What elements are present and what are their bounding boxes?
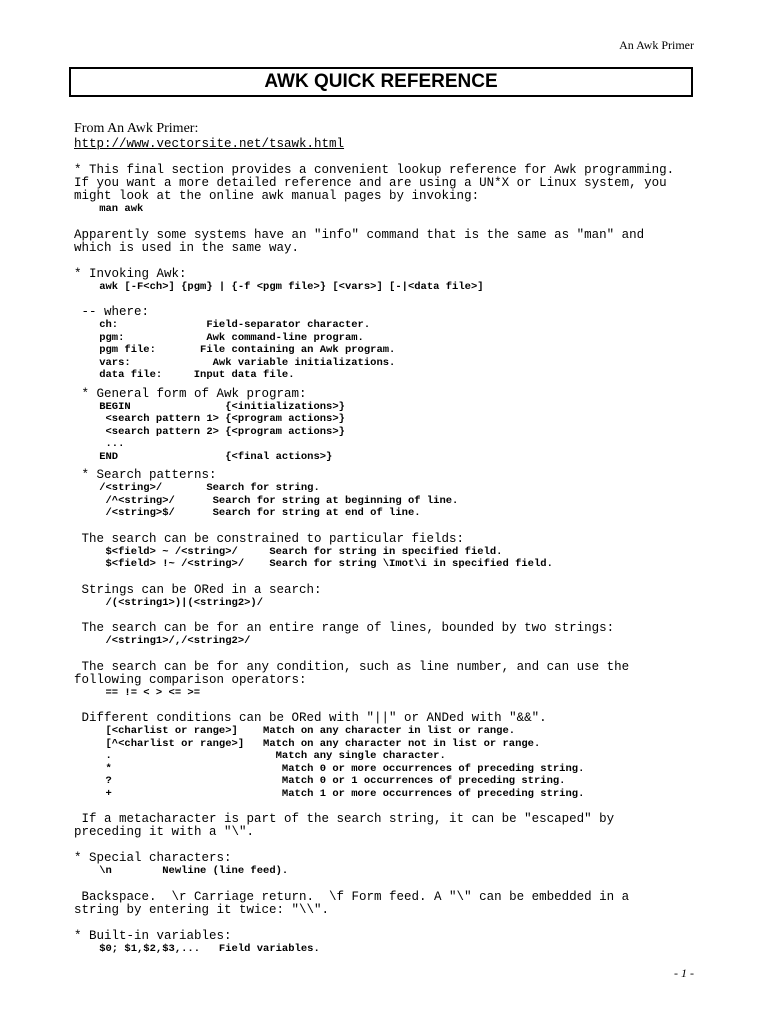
- different-paragraph: Different conditions can be ORed with "||" or ANDed with "&&".: [74, 711, 547, 725]
- special-heading: * Special characters:: [74, 851, 232, 865]
- ored-code: /(<string1>)|(<string2>)/: [74, 596, 264, 609]
- info-note-paragraph: Apparently some systems have an "info" command that is the same as "man" and which is used in the same way.: [74, 227, 645, 255]
- page-number: - 1 -: [674, 966, 694, 980]
- special-code: \n Newline (line feed).: [74, 865, 289, 877]
- intro-paragraph: * This final section provides a convenient lookup reference for Awk programming. If you want a more detailed reference and are using a UN*X or Linux system, you might look at the online awk manual pages by invoking:: [74, 163, 675, 203]
- invoking-code: awk [-F<ch>] {pgm} | {-f <pgm file>} [<vars>] [-|<data file>]: [74, 280, 484, 293]
- spacer: [74, 648, 704, 661]
- page-title: AWK QUICK REFERENCE: [69, 67, 693, 97]
- metachar-paragraph: If a metacharacter is part of the search string, it can be "escaped" by preceding it with a "\".: [74, 812, 615, 839]
- general-form-code: BEGIN {<initializations>} <search pattern 1> {<program actions>} <search pattern 2> {<program actions>} ... END {<final actions>}: [99, 400, 345, 463]
- constrained-paragraph: The search can be constrained to particular fields:: [74, 531, 465, 546]
- range-paragraph: The search can be for an entire range of lines, bounded by two strings:: [74, 621, 615, 635]
- spacer: [74, 878, 704, 891]
- general-form-heading: * General form of Awk program:: [74, 386, 307, 401]
- search-patterns-code: /<string>/ Search for string. /^<string>/ Search for string at beginning of line. /<string>$/ Search for string at end of line.: [99, 482, 459, 519]
- where-heading: -- where:: [74, 305, 150, 319]
- source-link[interactable]: http://www.vectorsite.net/tsawk.html: [74, 137, 345, 151]
- condition-code: == != < > <= >=: [74, 686, 201, 699]
- range-code: /<string1>/,/<string2>/: [74, 635, 251, 647]
- spacer: [74, 917, 704, 930]
- spacer: [74, 571, 704, 584]
- search-patterns-heading: * Search patterns:: [74, 468, 217, 482]
- spacer: [74, 216, 704, 229]
- ored-paragraph: Strings can be ORed in a search:: [74, 582, 322, 597]
- spacer: [74, 520, 704, 533]
- invoking-heading: * Invoking Awk:: [74, 266, 187, 281]
- builtin-code: $0; $1,$2,$3,... Field variables.: [74, 942, 320, 955]
- spacer: [74, 293, 704, 306]
- source-label: From An Awk Primer:: [74, 121, 199, 136]
- intro-code: man awk: [74, 203, 144, 215]
- running-header: An Awk Primer: [619, 38, 694, 52]
- backspace-paragraph: Backspace. \r Carriage return. \f Form feed. A "\" can be embedded in a string by entering it twice: "\\".: [74, 889, 630, 917]
- document-body: [74, 121, 704, 955]
- where-code: ch: Field-separator character. pgm: Awk command-line program. pgm file: File containing an Awk program. vars: Awk variable initializations. data file: Input data file.: [99, 319, 396, 381]
- builtin-heading: * Built-in variables:: [74, 928, 232, 943]
- condition-paragraph: The search can be for any condition, such as line number, and can use the following comparison operators:: [74, 659, 630, 687]
- different-code: [<charlist or range>] Match on any character in list or range. [^<charlist or range>] Match on any character not in list or range. . Match any single character. * Match 0 or more occurrences of preceding string. ? Match 0 or 1 occurrences of preceding string. + Match 1 or more occurrences of preceding string.: [105, 725, 585, 800]
- spacer: [74, 255, 704, 268]
- constrained-code: $<field> ~ /<string>/ Search for string in specified field. $<field> !~ /<string>/ Search for string \Imot\i in specified field.: [105, 545, 553, 570]
